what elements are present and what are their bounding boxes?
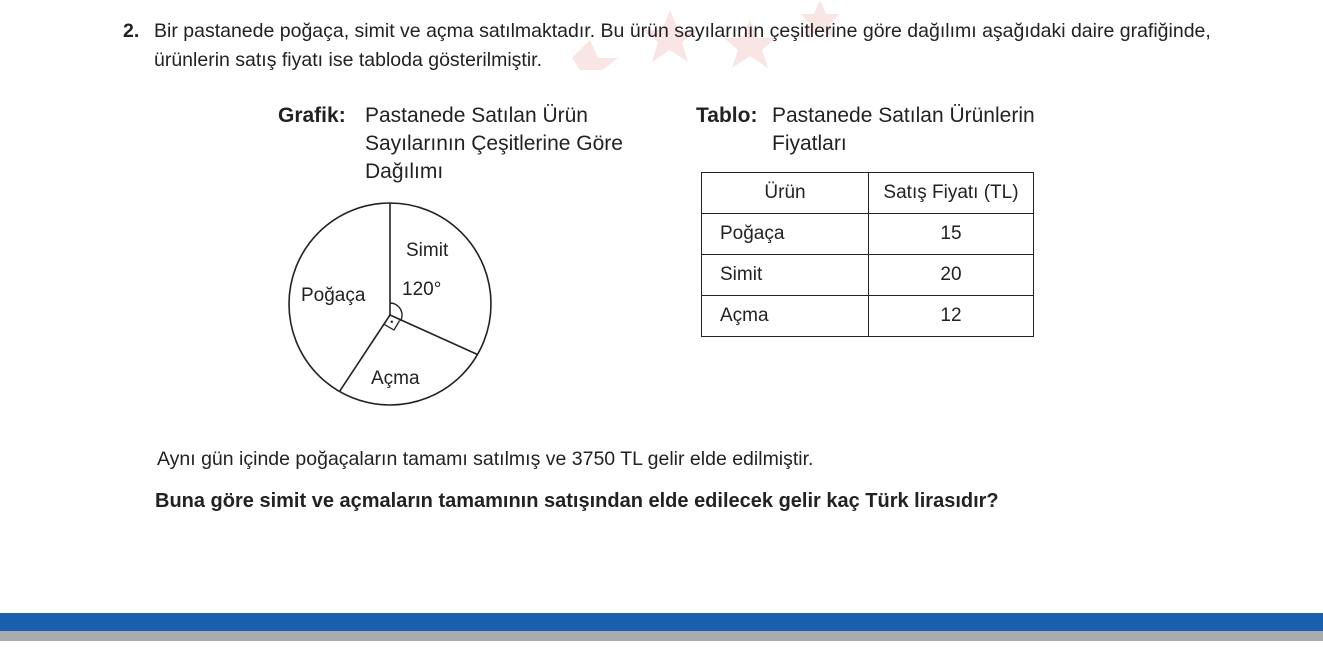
table-row <box>702 255 1034 296</box>
table-cell-product: Poğaça <box>702 214 869 255</box>
given-info-paragraph: Aynı gün içinde poğaçaların tamamı satılmış ve 3750 TL gelir elde edilmiştir. <box>157 448 814 470</box>
footer-band-blue <box>0 613 1323 631</box>
graph-caption-key: Grafik: <box>278 104 346 127</box>
table-row <box>702 296 1034 337</box>
price-table <box>701 172 1034 337</box>
table-cell-product: Açma <box>702 296 869 337</box>
question-prompt: Buna göre simit ve açmaların tamamının satışından elde edilecek gelir kaç Türk lirasıdır? <box>155 490 999 512</box>
slice-angle-label-simit: 120° <box>402 279 442 300</box>
table-row <box>702 214 1034 255</box>
table-cell-price: 12 <box>869 296 1034 337</box>
question-text: Bir pastanede poğaça, simit ve açma satılmaktadır. Bu ürün sayılarının çeşitlerine göre dağılımı aşağıdaki daire grafiğinde, ürünlerin satış fiyatı ise tabloda gösterilmiştir. <box>154 20 1211 71</box>
slice-label-pogaca: Poğaça <box>301 285 366 306</box>
table-caption-text: Pastanede Satılan Ürünlerin Fiyatları <box>772 104 1035 155</box>
footer-band-gray <box>0 631 1323 641</box>
slice-label-acma: Açma <box>371 368 420 389</box>
table-header-price: Satış Fiyatı (TL) <box>869 173 1034 214</box>
table-cell-product: Simit <box>702 255 869 296</box>
slice-boundary-simit-acma <box>390 315 477 355</box>
slice-label-simit: Simit <box>406 240 449 261</box>
pie-chart <box>285 200 505 420</box>
question-number: 2. <box>123 20 140 42</box>
table-header-product: Ürün <box>702 173 869 214</box>
table-cell-price: 15 <box>869 214 1034 255</box>
table-caption-key: Tablo: <box>696 104 758 127</box>
graph-caption-text: Pastanede Satılan Ürün Sayılarının Çeşitlerine Göre Dağılımı <box>365 104 623 183</box>
table-header-row <box>702 173 1034 214</box>
right-angle-dot <box>391 321 393 323</box>
table-cell-price: 20 <box>869 255 1034 296</box>
